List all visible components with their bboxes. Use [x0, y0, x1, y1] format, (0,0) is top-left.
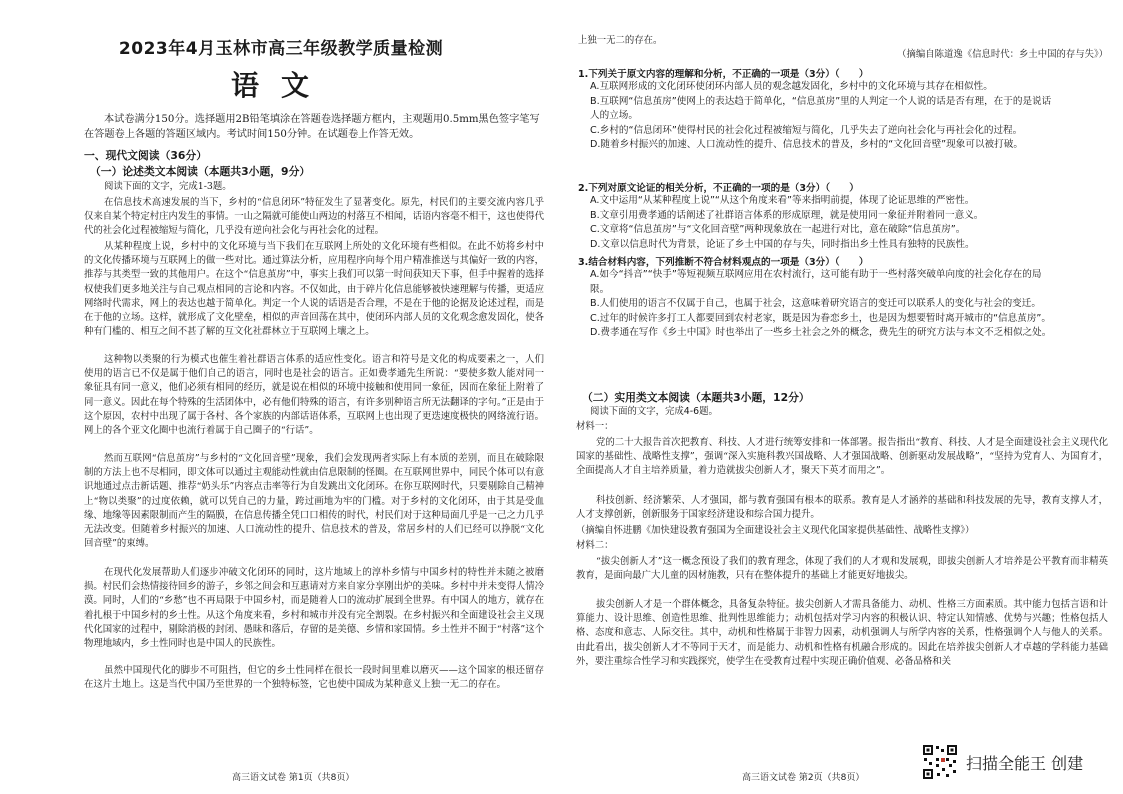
material-paragraph: 科技创新、经济繁荣、人才强国，都与教育强国有根本的联系。教育是人才涵养的基础和科技发展的先导，教育支撑人才，人才支撑创新，创新服务于国家经济建设和综合国力提升。	[576, 495, 1108, 521]
reading-prompt: 阅读下面的文字，完成4-6题。	[590, 406, 718, 417]
continued-text: 上独一无二的存在。	[578, 35, 663, 46]
section-heading: 一、现代文阅读（36分）	[84, 149, 207, 162]
passage-paragraph: 这种物以类聚的行为模式也催生着社群语言体系的适应性变化。语言和符号是文化的构成要素之一，人们使用的语言已不仅是属于他们自己的语言，同时也是社会的语言。正如费孝通先生所说：“要使多数人能对同一象征具有同一意义，他们必须有相同的经历，就是说在相似的环境中接触和使用同一象征，因而在象征上附着了同一意义。因此在每个特殊的生活团体中，必有他们特殊的语言，有许多别种语言所无法翻译的字句。”正是由于这个原因，农村中出现了属于各村、各个家族的内部话语体系，互联网上也出现了更迭速度极快的网络流行语。网上的各个亚文化圈中也流行着属于自己圈子的“行话”。	[84, 354, 544, 437]
page-footer: 高三语文试卷 第1页（共8页）	[232, 773, 355, 783]
option[interactable]: A.如今“抖音”“快手”等短视频互联网应用在农村流行，这可能有助于一些村落突破单向度的社会化存在的局限。	[590, 269, 1042, 295]
material-paragraph: 党的二十大报告首次把教育、科技、人才进行统筹安排和一体部署。报告指出“教育、科技、人才是全面建设社会主义现代化国家的基础性、战略性支撑”，强调“深入实施科教兴国战略、人才强国战略、创新驱动发展战略”，“坚持为党育人、为国育才，全面提高人才自主培养质量，着力造就拔尖创新人才，聚天下英才而用之”。	[576, 437, 1108, 477]
source-citation: （摘编自陈道逸《信息时代：乡土中国的存与失》）	[897, 49, 1108, 60]
option[interactable]: C.过年的时候许多打工人都要回到农村老家，既是因为眷恋乡土，也是因为想要暂时离开城市的“信息茧房”。	[590, 312, 1051, 324]
option[interactable]: C.文章将“信息茧房”与“文化回音壁”两种现象放在一起进行对比，意在破除“信息茧房”。	[590, 224, 966, 235]
option[interactable]: A.文中运用“从某种程度上说”“从这个角度来看”等来指明前提，体现了论证思维的严密性。	[590, 195, 975, 206]
page-right	[562, 0, 1123, 794]
material-paragraph: “拔尖创新人才”这一概念预设了我们的教育理念，体现了我们的人才观和发展观，即拔尖创新人才培养是公平教育而非精英教育，是面向最广大儿童的因材施教，只有在整体提升的基础上才能更好地拔尖。	[576, 556, 1108, 582]
passage-paragraph: 虽然中国现代化的脚步不可阻挡，但它的乡土性同样在很长一段时间里难以磨灭——这个国家的根还留存在这片土地上。这是当代中国乃至世界的一个独特标签，它也使中国成为某种意义上独一无二的存在。	[84, 665, 544, 691]
question-options	[590, 268, 1060, 341]
page-footer: 高三语文试卷 第2页（共8页）	[742, 773, 865, 783]
subsection-heading: （二）实用类文本阅读（本题共3小题，12分）	[582, 391, 810, 404]
option[interactable]: A.互联网形成的文化闭环使闭环内部人员的观念越发固化，乡村中的文化环境与其存在相似性。	[590, 81, 993, 92]
passage-paragraph: 在现代化发展帮助人们逐步冲破文化闭环的同时，这片地域上的淳朴乡情与中国乡村的特性并未随之被磨损。村民们会热情接待回乡的游子，乡邻之间会和互惠请对方来自家分享刚出炉的美味。乡村中并未变得人情冷漠。同时，人们的“乡愁”也不再局限于中国乡村，而是随着人口的流动扩展到全世界。有中国人的地方，就存在着扎根于中国乡村的乡土性。从这个角度来看，乡村和城市并没有完全割裂。在乡村振兴和全面建设社会主义现代化国家的过程中，剔除消极的封闭、愚昧和落后，存留的是美德、乡情和家国情。乡土性并不囿于“村落”这个物理地域内，乡土性同时也是中国人的民族性。	[84, 567, 544, 650]
qr-code-icon	[922, 744, 958, 780]
passage-paragraph: 在信息技术高速发展的当下，乡村的“信息闭环”特征发生了显著变化。原先，村民们的主要交流内容几乎仅来自某个特定村庄内发生的事情。一山之隔就可能使山两边的村落互不相闻，话语内容毫不相干，这也使得代代的社会化过程被缩短与简化，几乎没有逆向社会化与再社会化的过程。	[84, 197, 544, 237]
option[interactable]: D.费孝通在写作《乡土中国》时也举出了一些乡土社会之外的概念，费先生的研究方法与本文不乏相似之处。	[590, 327, 1052, 338]
reading-prompt: 阅读下面的文字，完成1-3题。	[104, 181, 232, 192]
question-stem: 1.下列关于原文内容的理解和分析，不正确的一项是（3分）（ ）	[578, 69, 869, 80]
material-label: 材料二：	[576, 540, 614, 551]
option[interactable]: B.人们使用的语言不仅属于自己，也属于社会，这意味着研究语言的变迁可以联系人的变化与社会的变迁。	[590, 298, 1041, 309]
subsection-heading: （一）论述类文本阅读（本题共3小题，9分）	[90, 165, 311, 178]
material-paragraph: 拔尖创新人才是一个群体概念，具备复杂特征。拔尖创新人才需具备能力、动机、性格三方面素质。其中能力包括言语和计算能力、设计思维、创造性思维、批判性思维能力；动机包括对学习内容的积极认识、特定认知情感、优势与兴趣；性格包括人格、态度和意志、人际交往。其中，动机和性格属于非智力因素，动机强调人与所学内容的关系，性格强调个人与他人的关系。由此看出，拔尖创新人才不等同于天才，而是能力、动机和性格有机融合形成的。因此在培养拔尖创新人才卓越的学科能力基础外，要注重综合性学习和实践探究，使学生在受教育过程中实现正确价值观、必备品格和关	[576, 599, 1108, 667]
option[interactable]: C.乡村的“信息闭环”使得村民的社会化过程被缩短与简化，几乎失去了逆向社会化与再社会化的过程。	[590, 124, 1023, 136]
instructions: 本试卷满分150分。选择题用2B铅笔填涂在答题卷选择题方框内，主观题用0.5mm黑色签字笔写在答题卷上各题的答题区域内。考试时间150分钟。在试题卷上作答无效。	[84, 114, 540, 140]
watermark-text: 扫描全能王 创建	[966, 753, 1084, 773]
option[interactable]: D.随着乡村振兴的加速、人口流动性的提升、信息技术的普及，乡村的“文化回音壁”现象可以被打破。	[590, 139, 1023, 150]
question-options	[590, 80, 1060, 153]
passage-paragraph: 然而互联网“信息茧房”与乡村的“文化回音壁”现象，我们会发现两者实际上有本质的差别，而且在破除限制的方法上也不尽相同，即文体可以通过主观能动性就由信息限制的怪圈。在互联网世界中，同民个体可以有意识地通过点击新话题、推荐“奶头乐”内容点击率等行为自发跳出文化闭环。在你互联网时代，只要剔除自己精神上“物以类聚”的过度依赖，就可以凭自己的力量，跨过画地为牢的门槛。对于乡村的文化闭环，由于其是受血缘、地缘等因素限制而产生的隔膜，在信息传播全凭口口相传的时代，村民们对于这种局面几乎是一己之力几乎无法改变。但随着乡村振兴的加速、人口流动性的提升、信息技术的普及，常居乡村的人们已经可以挣脱“文化回音壁”的束缚。	[84, 453, 544, 550]
option[interactable]: D.文章以信息时代为背景，论证了乡土中国的存与失，同时指出乡土性具有独特的民族性。	[590, 238, 975, 250]
option[interactable]: B.文章引用费孝通的话阐述了社群语言体系的形成原理，就是使用同一象征并附着同一意义。	[590, 209, 984, 221]
source-citation: （摘编自怀进鹏《加快建设教育强国为全面建设社会主义现代化国家提供基础性、战略性支撑》）	[576, 525, 975, 536]
passage-paragraph: 从某种程度上说，乡村中的文化环境与当下我们在互联网上所处的文化环境有些相似。在此不妨将乡村中的文化传播环境与互联网上的做一些对比。通过算法分析，应用程序向每个用户精准推送与其偏好一致的内容，推荐与其类型一致的其他用户。在这个“信息茧房”中，事实上我们可以第一时间获知天下事，但手中握着的选择权使我们更多地关注与自己观点相同的言论和内容。不仅如此，由于碎片化信息能够被快速理解与传播，更适应网络时代需求，网上的表达也越于简单化。判定一个人说的话语是否合理，不是在于他的论据及论述过程，而是在于他的立场。这样，就形成了文化壁垒，相似的声音回荡在其中，使闭环内部人员的文化观念愈发固化，使各种有门槛的、相互之间不甚了解的互文化社群林立于互联网上壤之上。	[84, 241, 544, 338]
exam-title: 2023年4月玉林市高三年级教学质量检测	[118, 39, 444, 59]
subject-title: 语文	[230, 69, 331, 102]
option[interactable]: B.互联网“信息茧房”使网上的表达趋于简单化，“信息茧房”里的人判定一个人说的话是否有理，在于的是说话人的立场。	[590, 95, 1052, 121]
question-stem: 2.下列对原文论证的相关分析，不正确的一项的是（3分）（ ）	[578, 183, 859, 194]
question-options	[590, 194, 1060, 252]
scanner-watermark	[922, 744, 1083, 780]
question-stem: 3.结合材料内容，下列推断不符合材料观点的一项是（3分）（ ）	[578, 257, 869, 268]
material-label: 材料一：	[576, 421, 614, 432]
